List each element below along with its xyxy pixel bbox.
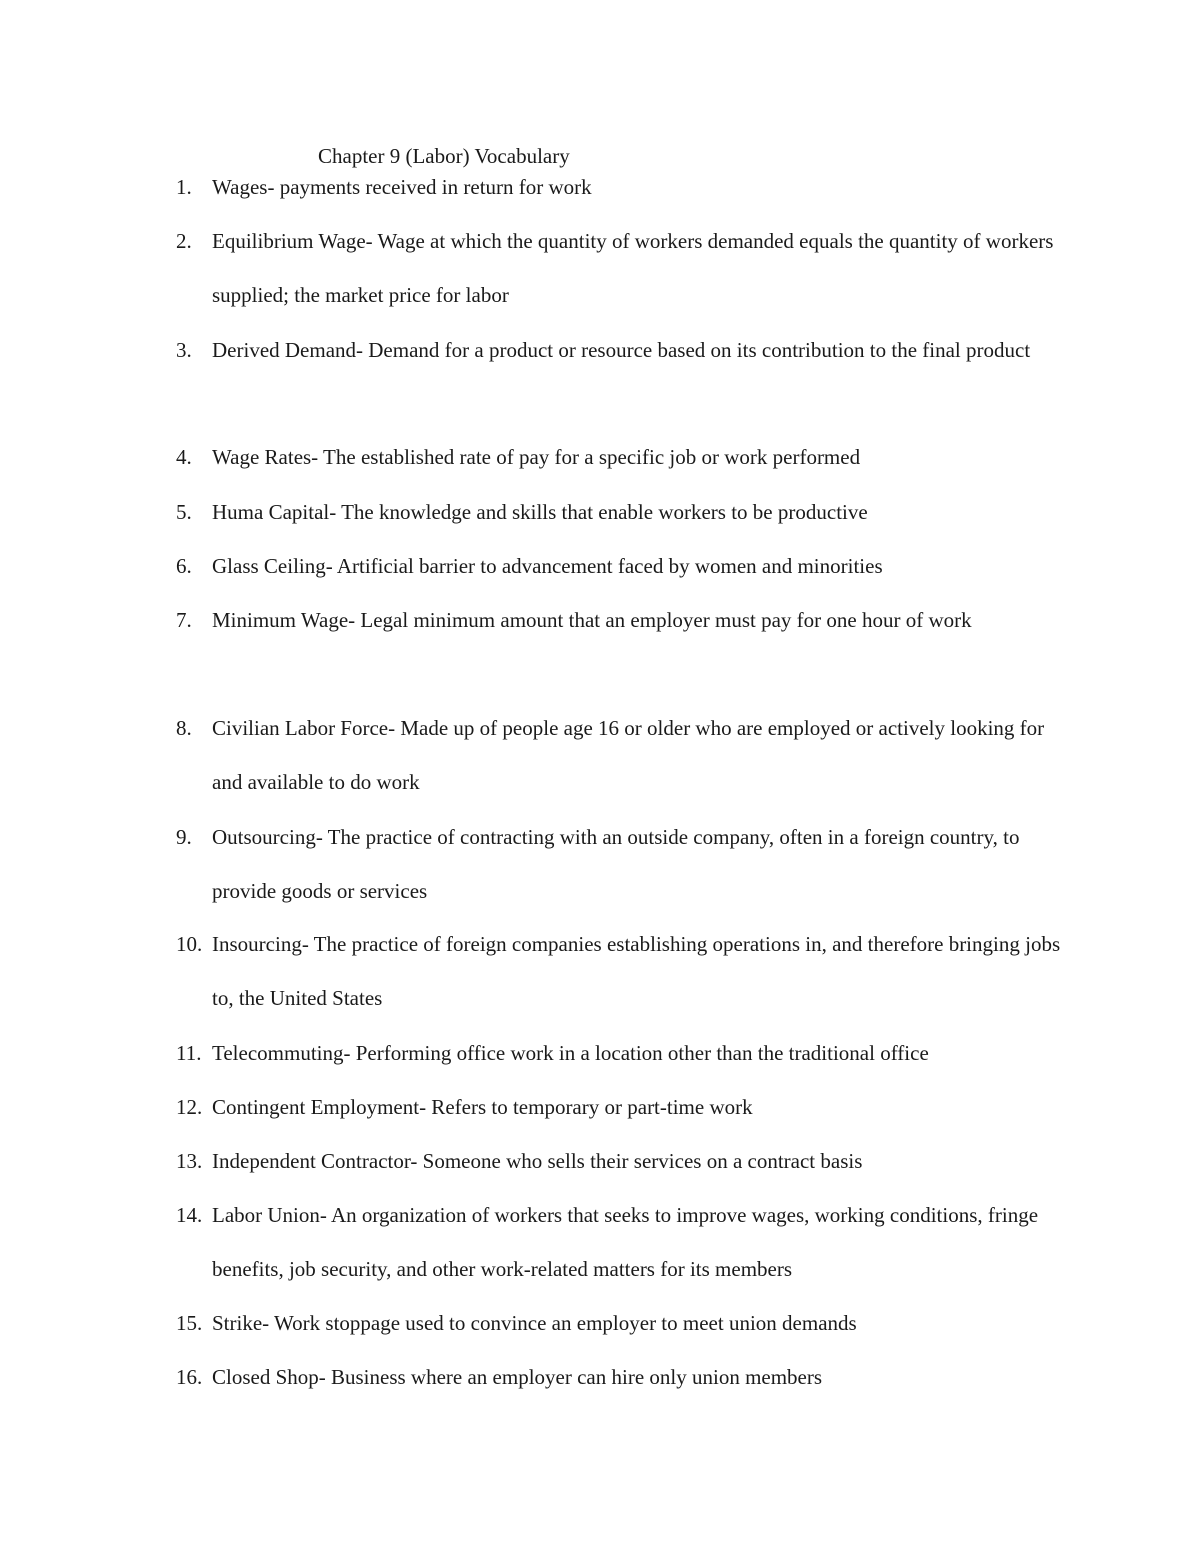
item-number: 8. xyxy=(176,716,192,740)
item-number: 6. xyxy=(176,554,192,578)
page-title: Chapter 9 (Labor) Vocabulary xyxy=(318,144,570,168)
item-number: 3. xyxy=(176,338,192,362)
item-number: 5. xyxy=(176,500,192,524)
item-text: Minimum Wage- Legal minimum amount that an employer must pay for one hour of work xyxy=(212,608,972,632)
item-text: Wage Rates- The established rate of pay for a specific job or work performed xyxy=(212,445,861,469)
item-number: 4. xyxy=(176,445,192,469)
item-text: Civilian Labor Force- Made up of people age 16 or older who are employed or actively looking for and available to do work xyxy=(212,716,1045,795)
item-text: Independent Contractor- Someone who sells their services on a contract basis xyxy=(212,1149,863,1173)
item-number: 15. xyxy=(176,1311,203,1335)
item-number: 11. xyxy=(176,1041,202,1065)
item-number: 7. xyxy=(176,608,192,632)
item-text: Contingent Employment- Refers to temporary or part-time work xyxy=(212,1095,753,1119)
item-text: Derived Demand- Demand for a product or resource based on its contribution to the final product xyxy=(212,338,1031,362)
item-number: 14. xyxy=(176,1203,203,1227)
item-number: 12. xyxy=(176,1095,203,1119)
item-number: 10. xyxy=(176,932,203,956)
item-text: Huma Capital- The knowledge and skills that enable workers to be productive xyxy=(212,500,868,524)
item-number: 16. xyxy=(176,1365,203,1389)
item-text: Insourcing- The practice of foreign companies establishing operations in, and therefore bringing jobs to, the United States xyxy=(212,932,1061,1011)
item-text: Outsourcing- The practice of contracting with an outside company, often in a foreign country, to provide goods or services xyxy=(212,825,1020,904)
item-text: Glass Ceiling- Artificial barrier to advancement faced by women and minorities xyxy=(212,554,883,578)
item-number: 13. xyxy=(176,1149,203,1173)
item-text: Wages- payments received in return for work xyxy=(212,175,592,199)
item-number: 1. xyxy=(176,175,192,199)
item-text: Closed Shop- Business where an employer can hire only union members xyxy=(212,1365,823,1389)
item-text: Equilibrium Wage- Wage at which the quantity of workers demanded equals the quantity of workers supplied; the market price for labor xyxy=(212,229,1054,308)
item-text: Strike- Work stoppage used to convince an employer to meet union demands xyxy=(212,1311,857,1335)
item-number: 9. xyxy=(176,825,192,849)
item-text: Labor Union- An organization of workers that seeks to improve wages, working conditions, fringe benefits, job security, and other work-related matters for its members xyxy=(212,1203,1039,1282)
item-text: Telecommuting- Performing office work in a location other than the traditional office xyxy=(212,1041,929,1065)
item-number: 2. xyxy=(176,229,192,253)
